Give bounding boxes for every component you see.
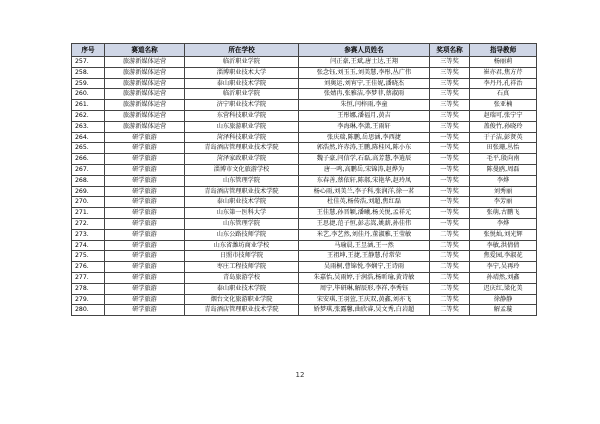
- cell-instructor: 焦爱园,李淑花: [470, 251, 537, 262]
- cell-award: 一等奖: [430, 197, 470, 208]
- cell-serial: 274.: [72, 240, 105, 251]
- cell-track: 研学旅游: [105, 272, 185, 283]
- cell-track: 研学旅游: [105, 305, 185, 316]
- cell-track: 研学旅游: [105, 143, 185, 154]
- cell-award: 一等奖: [430, 208, 470, 219]
- cell-track: 旅游新媒体运营: [105, 78, 185, 89]
- table-row: [72, 240, 537, 251]
- cell-instructor: 田张珊,丛怡: [470, 143, 537, 154]
- cell-serial: 277.: [72, 272, 105, 283]
- cell-serial: 267.: [72, 164, 105, 175]
- cell-school: 青岛酒店管理职业技术学院: [185, 143, 299, 154]
- cell-school: 日照市技师学院: [185, 251, 299, 262]
- cell-instructor: 赵瑞可,张宁宁: [470, 110, 537, 121]
- cell-award: 三等奖: [430, 89, 470, 100]
- cell-serial: 269.: [72, 186, 105, 197]
- cell-school: 淄博市文化旅游学校: [185, 164, 299, 175]
- cell-school: 枣庄工程技师学院: [185, 262, 299, 273]
- table-row: [72, 57, 537, 68]
- header-serial: 序号: [72, 44, 105, 57]
- cell-instructor: 李宁,吴再玲: [470, 262, 537, 273]
- cell-serial: 268.: [72, 175, 105, 186]
- cell-school: 济宁职业技术学院: [185, 100, 299, 111]
- cell-track: 研学旅游: [105, 218, 185, 229]
- cell-serial: 264.: [72, 132, 105, 143]
- cell-instructor: 李烨: [470, 218, 537, 229]
- cell-instructor: 刘秀丽: [470, 186, 537, 197]
- cell-instructor: 李敏,洪倩倩: [470, 240, 537, 251]
- table-row: [72, 272, 537, 283]
- table-row: [72, 218, 537, 229]
- cell-school: 烟台文化旅游职业学院: [185, 294, 299, 305]
- cell-award: 二等奖: [430, 272, 470, 283]
- cell-track: 旅游新媒体运营: [105, 89, 185, 100]
- cell-serial: 259.: [72, 78, 105, 89]
- header-award: 奖项名称: [430, 44, 470, 57]
- cell-award: 一等奖: [430, 186, 470, 197]
- cell-school: 山东管理学院: [185, 175, 299, 186]
- cell-serial: 278.: [72, 283, 105, 294]
- cell-serial: 275.: [72, 251, 105, 262]
- cell-track: 研学旅游: [105, 240, 185, 251]
- table-row: [72, 175, 537, 186]
- cell-instructor: 盖俊竹,孙晓玲: [470, 121, 537, 132]
- cell-participants: 王祖坤,王捷,王静慧,付常荣: [299, 251, 430, 262]
- cell-participants: 闫正豪,王斌,唐士达,王翔: [299, 57, 430, 68]
- cell-track: 旅游新媒体运营: [105, 110, 185, 121]
- header-school: 所在学校: [185, 44, 299, 57]
- cell-instructor: 徐静静: [470, 294, 537, 305]
- table-row: [72, 164, 537, 175]
- table-row: [72, 154, 537, 165]
- cell-award: 二等奖: [430, 294, 470, 305]
- cell-track: 研学旅游: [105, 229, 185, 240]
- cell-participants: 张婧冉,张雅洁,李梦菲,蔡淑雨: [299, 89, 430, 100]
- cell-instructor: 毛平,殷向南: [470, 154, 537, 165]
- cell-instructor: 张悦灿,刘光辉: [470, 229, 537, 240]
- cell-award: 一等奖: [430, 154, 470, 165]
- cell-serial: 270.: [72, 197, 105, 208]
- cell-school: 山东旅游职业学院: [185, 121, 299, 132]
- table-row: [72, 78, 537, 89]
- cell-participants: 米艺,李艺然,刘佳丹,董淑雅,王莹敏: [299, 229, 430, 240]
- table-row: [72, 89, 537, 100]
- cell-award: 一等奖: [430, 218, 470, 229]
- cell-serial: 265.: [72, 143, 105, 154]
- cell-participants: 周宁,毕研琳,解辰形,李祥,李秀钰: [299, 283, 430, 294]
- cell-participants: 娇梦琪,张露馨,曲欣睿,吴文秀,白岩超: [299, 305, 430, 316]
- cell-track: 研学旅游: [105, 294, 185, 305]
- cell-award: 三等奖: [430, 110, 470, 121]
- cell-school: 菏泽科技职业学院: [185, 132, 299, 143]
- table-row: [72, 197, 537, 208]
- cell-participants: 王佳慧,孙晋颖,潘曦,杨关悦,孟祥元: [299, 208, 430, 219]
- cell-instructor: 迟庆红,梁化美: [470, 283, 537, 294]
- table-row: [72, 110, 537, 121]
- award-table-body: [72, 57, 537, 316]
- table-row: [72, 251, 537, 262]
- cell-serial: 258.: [72, 67, 105, 78]
- cell-instructor: 张亚楠: [470, 100, 537, 111]
- table-row: [72, 186, 537, 197]
- cell-participants: 唐一鸣,高鹏岳,宋锦涛,赵烨为: [299, 164, 430, 175]
- cell-serial: 276.: [72, 262, 105, 273]
- cell-school: 淄博职业技术大学: [185, 67, 299, 78]
- cell-school: 临沂职业学院: [185, 57, 299, 68]
- cell-track: 研学旅游: [105, 208, 185, 219]
- cell-school: 泰山职业技术学院: [185, 78, 299, 89]
- cell-participants: 张念钰,刘玉玉,刘美慧,李彤,丛广伟: [299, 67, 430, 78]
- cell-award: 一等奖: [430, 164, 470, 175]
- cell-track: 研学旅游: [105, 154, 185, 165]
- cell-serial: 262.: [72, 110, 105, 121]
- cell-track: 旅游新媒体运营: [105, 67, 185, 78]
- cell-participants: 宋安琪,王羽萱,王庆双,黄鑫,刘亦飞: [299, 294, 430, 305]
- cell-award: 三等奖: [430, 57, 470, 68]
- cell-school: 青岛酒店管理职业技术学院: [185, 305, 299, 316]
- cell-serial: 271.: [72, 208, 105, 219]
- cell-award: 三等奖: [430, 121, 470, 132]
- cell-instructor: 李烨: [470, 175, 537, 186]
- cell-track: 研学旅游: [105, 262, 185, 273]
- cell-track: 旅游新媒体运营: [105, 57, 185, 68]
- cell-school: 泰山职业技术学院: [185, 283, 299, 294]
- cell-award: 三等奖: [430, 100, 470, 111]
- table-row: [72, 208, 537, 219]
- table-row: [72, 132, 537, 143]
- cell-serial: 257.: [72, 57, 105, 68]
- cell-school: 山东省潍坊商业学校: [185, 240, 299, 251]
- table-row: [72, 262, 537, 273]
- cell-participants: 马瑜晨,王昱涵,王一然: [299, 240, 430, 251]
- cell-participants: 刘奥运,刘宵宁,王佳妮,潘晓杰: [299, 78, 430, 89]
- award-table: [71, 43, 537, 316]
- cell-participants: 魏子豪,闫信学,石磊,高芳慧,李逍辰: [299, 154, 430, 165]
- cell-award: 二等奖: [430, 240, 470, 251]
- cell-award: 一等奖: [430, 143, 470, 154]
- cell-track: 研学旅游: [105, 186, 185, 197]
- cell-school: 泰山职业技术学院: [185, 197, 299, 208]
- cell-instructor: 崔亦君,焦方芹: [470, 67, 537, 78]
- cell-school: 青岛酒店管理职业技术学院: [185, 186, 299, 197]
- table-row: [72, 229, 537, 240]
- cell-award: 一等奖: [430, 132, 470, 143]
- cell-track: 研学旅游: [105, 132, 185, 143]
- cell-school: 山东管理学院: [185, 218, 299, 229]
- cell-award: 三等奖: [430, 78, 470, 89]
- table-header-row: [72, 44, 537, 57]
- cell-award: 二等奖: [430, 229, 470, 240]
- cell-track: 研学旅游: [105, 197, 185, 208]
- table-row: [72, 67, 537, 78]
- cell-instructor: 陈曼鸥,周磊: [470, 164, 537, 175]
- cell-instructor: 李芳丽: [470, 197, 537, 208]
- cell-award: 三等奖: [430, 67, 470, 78]
- table-row: [72, 100, 537, 111]
- cell-award: 二等奖: [430, 283, 470, 294]
- cell-track: 旅游新媒体运营: [105, 121, 185, 132]
- cell-serial: 280.: [72, 305, 105, 316]
- cell-track: 旅游新媒体运营: [105, 100, 185, 111]
- cell-school: 山东公路技师学院: [185, 229, 299, 240]
- cell-serial: 263.: [72, 121, 105, 132]
- cell-track: 研学旅游: [105, 175, 185, 186]
- header-participants: 参赛人员姓名: [299, 44, 430, 57]
- cell-participants: 朱嘉怡,吴雨婷,于润浩,杨昕瑜,黄诗敏: [299, 272, 430, 283]
- cell-instructor: 张萌,古鹏飞: [470, 208, 537, 219]
- cell-participants: 郭浩然,许赤涛,王鹏,陈桂风,陈小东: [299, 143, 430, 154]
- cell-instructor: 孙靖然,刘鑫: [470, 272, 537, 283]
- cell-instructor: 李丹丹,孔祥治: [470, 78, 537, 89]
- cell-instructor: 杨丽莉: [470, 57, 537, 68]
- cell-track: 研学旅游: [105, 164, 185, 175]
- table-row: [72, 294, 537, 305]
- cell-participants: 朱恒,闫梓雨,李童: [299, 100, 430, 111]
- cell-participants: 张庆瑞,陈鹏,岳思涵,李西捷: [299, 132, 430, 143]
- cell-serial: 279.: [72, 294, 105, 305]
- cell-serial: 272.: [72, 218, 105, 229]
- cell-participants: 吴雨桐,曹锦悦,李娴宁,王诗雨: [299, 262, 430, 273]
- cell-school: 菏泽家政职业学院: [185, 154, 299, 165]
- cell-participants: 王思捷,范子恒,彭志嵩,姚薪,孙佳伟: [299, 218, 430, 229]
- table-row: [72, 121, 537, 132]
- cell-participants: 李海琳,李潇,王雨轩: [299, 121, 430, 132]
- cell-participants: 杜佳英,杨传浩,刘超,焦红磊: [299, 197, 430, 208]
- cell-serial: 273.: [72, 229, 105, 240]
- cell-school: 山东第一医科大学: [185, 208, 299, 219]
- cell-award: 二等奖: [430, 251, 470, 262]
- cell-school: 东营科技职业学院: [185, 110, 299, 121]
- cell-participants: 王彤娜,潘福月,黄吉: [299, 110, 430, 121]
- cell-track: 研学旅游: [105, 251, 185, 262]
- cell-serial: 260.: [72, 89, 105, 100]
- table-row: [72, 305, 537, 316]
- page-number: 12: [295, 371, 305, 379]
- cell-instructor: 解孟璇: [470, 305, 537, 316]
- cell-participants: 东春善,蔡依轩,陈郝,宋艳华,赵玲凤: [299, 175, 430, 186]
- cell-serial: 261.: [72, 100, 105, 111]
- header-instructor: 指导教师: [470, 44, 537, 57]
- cell-instructor: 于子洁,彭贤英: [470, 132, 537, 143]
- cell-school: 临沂职业学院: [185, 89, 299, 100]
- cell-serial: 266.: [72, 154, 105, 165]
- table-row: [72, 143, 537, 154]
- cell-instructor: 石真: [470, 89, 537, 100]
- cell-award: 一等奖: [430, 175, 470, 186]
- cell-award: 二等奖: [430, 262, 470, 273]
- cell-award: 二等奖: [430, 305, 470, 316]
- cell-track: 研学旅游: [105, 283, 185, 294]
- cell-participants: 杨心雨,刘美兰,李子科,张润洋,徐一茗: [299, 186, 430, 197]
- cell-school: 青岛旅游学校: [185, 272, 299, 283]
- header-track: 赛道名称: [105, 44, 185, 57]
- table-row: [72, 283, 537, 294]
